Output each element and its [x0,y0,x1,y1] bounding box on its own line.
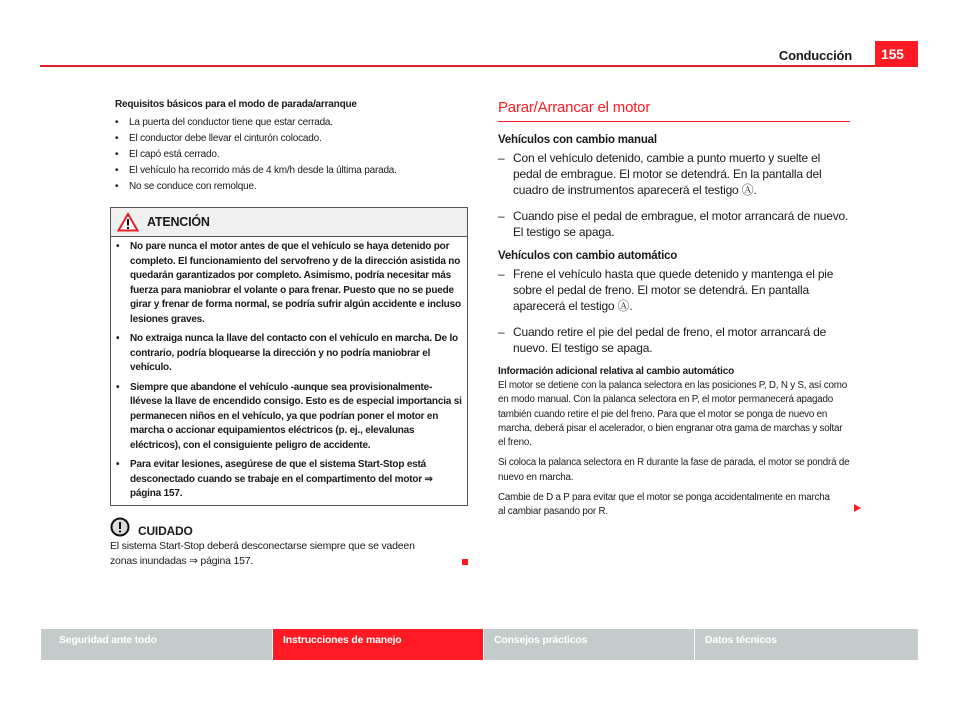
tab-seguridad[interactable]: Seguridad ante todo [41,629,272,660]
list-item: • No se conduce con remolque. [115,179,468,195]
warning-box [110,207,468,506]
manual-heading: Vehículos con cambio manual [498,134,657,146]
warning-item: • No extraiga nunca la llave del contacto con el vehículo en marcha. De lo contrario, podría bloquearse la dirección y no podría maniobrar el vehículo. [116,332,462,376]
right-column [498,99,850,526]
tab-consejos[interactable]: Consejos prácticos [484,629,694,660]
list-item: • El conductor debe llevar el cinturón colocado. [115,131,468,147]
requirements-title: Requisitos básicos para el modo de parada/arranque [115,99,357,110]
main-heading: Parar/Arrancar el motor [498,99,850,122]
section-title: Conducción [778,48,852,63]
warning-title: ATENCIÓN [147,214,210,229]
caution [110,516,468,569]
info-paragraph: El motor se detiene con la palanca selectora en las posiciones P, D, N y S, así como en modo manual. Con la palanca selectora en P, el motor permanecerá apagado también cuando retire el pie del freno. Para que el motor se ponga de nuevo en marcha, deberá pisar el acelerador, o bien engranar otra gama de marchas y soltar el freno. [498,380,847,449]
caution-text: El sistema Start-Stop deberá desconectarse siempre que se vadeen zonas inundadas ⇒ página 157. [110,539,415,567]
list-item: • El capó está cerrado. [115,147,468,163]
continue-arrow-icon [854,504,861,512]
caution-title: CUIDADO [138,523,193,538]
requirements [110,97,468,195]
info-paragraph: Si coloca la palanca selectora en R durante la fase de parada, el motor se pondrá de nuevo en marcha. [498,457,850,483]
end-marker-icon [462,559,468,565]
list-item: – Con el vehículo detenido, cambie a punto muerto y suelte el pedal de embrague. El motor se detendrá. En la pantalla del cuadro de instrumentos aparecerá el testigo Ⓐ. [498,150,850,198]
info-paragraph: Cambie de D a P para evitar que el motor se ponga accidentalmente en marcha al cambiar pasando por R. [498,492,830,518]
left-column [110,97,468,569]
warning-item: • No pare nunca el motor antes de que el vehículo se haya detenido por completo. El funcionamiento del servofreno y de la dirección asistida no quedarán garantizados por completo. Asimismo, podría necesitar más fuerza para maniobrar el volante o para frenar. Puesto que no se puede girar y frenar de forma normal, se podría sufrir algún accidente e incluso lesiones graves. [116,240,462,327]
list-item: • El vehículo ha recorrido más de 4 km/h desde la última parada. [115,163,468,179]
list-item: • La puerta del conductor tiene que estar cerrada. [115,115,468,131]
tab-datos[interactable]: Datos técnicos [695,629,918,660]
warning-item: • Siempre que abandone el vehículo -aunque sea provisionalmente- llévese la llave de encendido consigo. Esto es de especial importancia si permanecen niños en el vehículo, ya que podrían poner el motor en marcha o accionar equipamientos eléctricos (p. ej., elevalunas eléctricos), con el consiguiente peligro de accidente. [116,381,462,454]
list-item: – Frene el vehículo hasta que quede detenido y mantenga el pie sobre el pedal de freno. El motor se detendrá. En pantalla aparecerá el testigo Ⓐ. [498,266,850,314]
warning-item: • Para evitar lesiones, asegúrese de que el sistema Start-Stop está desconectado cuando se trabaje en el compartimento del motor ⇒ página 157. [116,458,462,502]
warning-triangle-icon [117,212,139,232]
caution-icon [110,517,130,537]
tab-instrucciones[interactable]: Instrucciones de manejo [273,629,483,660]
info-heading: Información adicional relativa al cambio automático [498,366,734,377]
list-item: – Cuando retire el pie del pedal de freno, el motor arrancará de nuevo. El testigo se apaga. [498,324,850,356]
list-item: – Cuando pise el pedal de embrague, el motor arrancará de nuevo. El testigo se apaga. [498,208,850,240]
page-number: 155 [875,41,918,66]
auto-heading: Vehículos con cambio automático [498,250,678,262]
header-rule [40,65,918,67]
